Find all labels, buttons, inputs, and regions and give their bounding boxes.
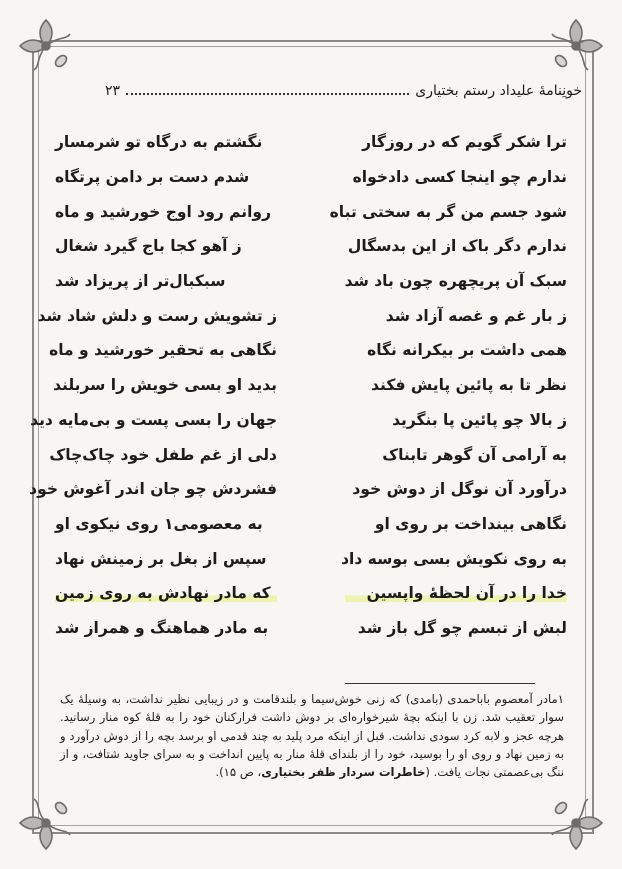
hemistich-first: ز بار غم و غصه آزاد شد bbox=[385, 306, 567, 325]
footnote-tail: ، ص ۱۵). bbox=[215, 765, 262, 780]
verse-line bbox=[55, 229, 567, 264]
hemistich-first: ز بالا چو پائین پا بنگرید bbox=[392, 410, 567, 429]
hemistich-second: ز آهو کجا باج گیرد شغال bbox=[55, 237, 242, 256]
hemistich-second: روانم رود اوج خورشید و ماه bbox=[55, 202, 271, 221]
hemistich-second: نگاهی به تحقیر خورشید و ماه bbox=[49, 341, 277, 360]
hemistich-second: سپس از بغل بر زمینش نهاد bbox=[55, 549, 267, 568]
corner-ornament-bottom-left-icon bbox=[14, 791, 78, 855]
hemistich-first: به روی نکویش بسی بوسه داد bbox=[341, 549, 567, 568]
hemistich-first-highlighted: خدا را در آن لحظهٔ واپسین bbox=[345, 584, 567, 602]
hemistich-second: به معصومی۱ روی نیکوی او bbox=[55, 514, 263, 533]
verse-line bbox=[55, 194, 567, 229]
hemistich-second-highlighted: که مادر نهادش به روی زمین bbox=[55, 584, 277, 602]
verse-line bbox=[55, 541, 567, 576]
hemistich-first: شود جسم من گر به سختی تباه bbox=[329, 202, 567, 221]
header-leader-dots bbox=[126, 93, 409, 95]
hemistich-second: نگشتم به درگاه تو شرمسار bbox=[55, 133, 263, 152]
running-header bbox=[105, 80, 582, 102]
verse-line bbox=[55, 264, 567, 299]
hemistich-first: نگاهی بینداخت بر روی او bbox=[374, 514, 567, 533]
hemistich-first: به آرامی آن گوهر تابناک bbox=[382, 445, 567, 464]
verse-line bbox=[55, 368, 567, 403]
footnote-source: خاطرات سردار ظفر بختیاری bbox=[261, 765, 426, 780]
verse-line bbox=[55, 611, 567, 646]
verse-line bbox=[55, 507, 567, 542]
hemistich-second: دلی از غم طفل خود چاک‌چاک bbox=[49, 445, 277, 464]
verse-line bbox=[49, 437, 567, 472]
hemistich-second: فشردش چو جان اندر آغوش خود bbox=[29, 480, 277, 499]
verse-line bbox=[29, 472, 567, 507]
verse-line bbox=[30, 403, 567, 438]
hemistich-first: ترا شکر گویم که در روزگار bbox=[362, 133, 567, 152]
corner-ornament-top-right-icon bbox=[544, 14, 608, 78]
verse-line bbox=[55, 125, 567, 160]
hemistich-first: همی داشت بر بیکرانه نگاه bbox=[367, 341, 567, 360]
footnote-body: ۱مادر آمعصوم باباحمدی (بامدی) که زنی خوش‌سیما و بلندقامت و در زیبایی نظیر نداشت، به وسیلهٔ یک سوار تعقیب شد. زن با اینکه بچهٔ شیرخواره‌ای بر دوش داشت فرارکنان خود را به قلهٔ کوه منار رسانید. هرچه عجز و لابه کرد سودی نداشت. قبل از اینکه مرد پلید به چند قدمی او برسد بچه را از دوش درآورد و به زمین نهاد و روی او را بوسید، خود را از بلندای قلهٔ منار به پایین انداخت و به سرای جاوید شتافت، و از ننگ بی‌عصمتی نجات یافت. ( bbox=[60, 692, 564, 780]
footnote bbox=[60, 690, 564, 781]
verse-line bbox=[55, 576, 567, 611]
hemistich-second: شدم دست بر دامن پرتگاه bbox=[55, 168, 250, 187]
hemistich-second: به مادر هماهنگ و همراز شد bbox=[55, 618, 269, 637]
poem-body bbox=[29, 125, 567, 645]
corner-ornament-bottom-right-icon bbox=[544, 791, 608, 855]
hemistich-second: بدید او بسی خویش را سربلند bbox=[53, 376, 277, 395]
footnote-separator bbox=[345, 683, 535, 684]
hemistich-second: سبکبال‌تر از پریزاد شد bbox=[55, 272, 226, 291]
hemistich-first: نظر تا به پائین پایش فکند bbox=[371, 376, 567, 395]
hemistich-first: ندارم دگر باک از این بدسگال bbox=[347, 237, 567, 256]
running-header-title: خونِنامهٔ علیداد رستم بختیاری bbox=[415, 83, 582, 99]
hemistich-first: لبش از تبسم چو گل باز شد bbox=[357, 618, 567, 637]
verse-line bbox=[37, 298, 567, 333]
corner-ornament-top-left-icon bbox=[14, 14, 78, 78]
hemistich-first: سبک آن پریچهره چون باد شد bbox=[344, 272, 567, 291]
verse-line bbox=[49, 333, 567, 368]
hemistich-second: ز تشویش رست و دلش شاد شد bbox=[37, 306, 277, 325]
page-number: ۲۳ bbox=[105, 83, 121, 99]
verse-line bbox=[55, 160, 567, 195]
hemistich-second: جهان را بسی پست و بی‌مایه دید bbox=[30, 410, 277, 429]
hemistich-first: درآورد آن نوگل از دوش خود bbox=[352, 480, 567, 499]
hemistich-first: ندارم چو اینجا کسی دادخواه bbox=[352, 168, 567, 187]
